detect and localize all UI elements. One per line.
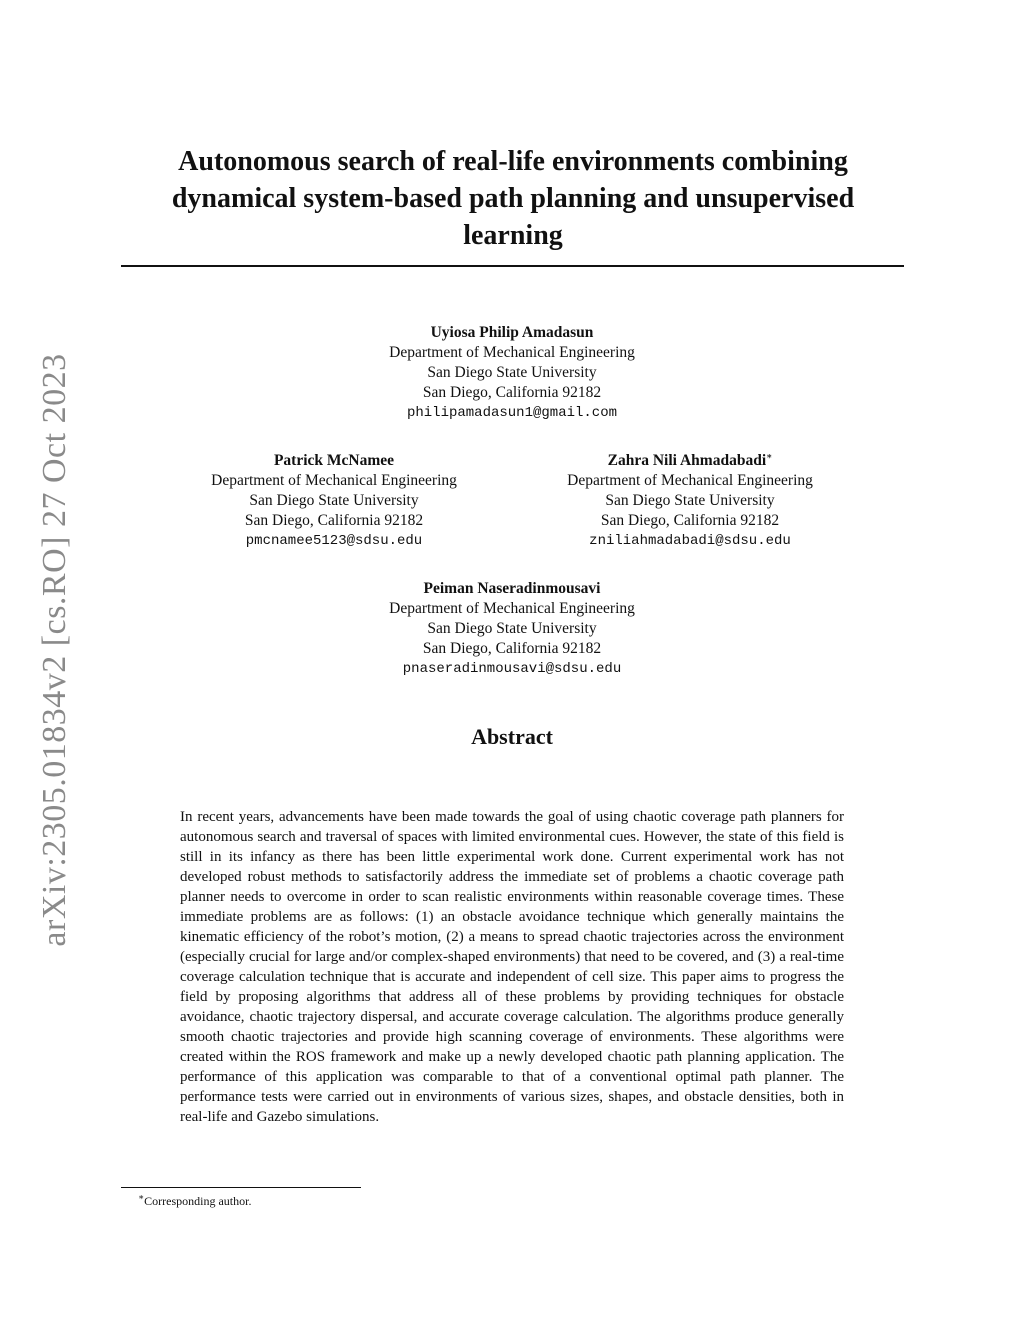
author-university: San Diego State University bbox=[249, 492, 419, 509]
author-department: Department of Mechanical Engineering bbox=[389, 600, 635, 617]
author-name-line bbox=[530, 451, 850, 471]
abstract-heading: Abstract bbox=[471, 724, 553, 749]
author-department: Department of Mechanical Engineering bbox=[567, 472, 813, 489]
author-location: San Diego, California 92182 bbox=[422, 384, 602, 401]
corresponding-mark: ∗ bbox=[766, 450, 773, 461]
author-name: Patrick McNamee bbox=[273, 452, 395, 469]
footnote-mark: ∗ bbox=[138, 1192, 145, 1202]
author-department: Department of Mechanical Engineering bbox=[211, 472, 457, 489]
abstract-text: In recent years, advancements have been made towards the goal of using chaotic coverage path planners for autonomous search and traversal of spaces with limited environmental cues. However, the state of this field is still in its infancy as there has been little experimental work done. Current experimental work has not developed robust methods to satisfactorily address the immediate set of problems a chaotic coverage path planner needs to overcome in order to scan realistic environments within reasonable coverage times. These immediate problems are as follows: (1) an obstacle avoidance technique which generally maintains the kinematic efficiency of the robot’s motion, (2) a means to spread chaotic trajectories across the environment (especially crucial for large and/or complex-shaped environments) that need to be covered, and (3) a real-time coverage calculation technique that is accurate and independent of cell size. This paper aims to progress the field by proposing algorithms that address all of these problems by providing techniques for obstacle avoidance, chaotic trajectory dispersal, and accurate coverage calculation. The algorithms produce generally smooth chaotic trajectories and provide high scanning coverage of environments. These algorithms were created within the ROS framework and make up a newly developed chaotic path planning application. The performance of this application was comparable to that of a conventional optimal path planner. The performance tests were carried out in environments of various sizes, shapes, and obstacle densities, both in real-life and Gazebo simulations. bbox=[180, 809, 844, 1125]
author-block bbox=[352, 579, 672, 679]
title-rule bbox=[121, 265, 904, 267]
footnote-text: Corresponding author. bbox=[144, 1194, 252, 1208]
author-name: Peiman Naseradinmousavi bbox=[423, 580, 601, 597]
author-location: San Diego, California 92182 bbox=[244, 512, 424, 529]
paper-title: Autonomous search of real-life environments combining dynamical system-based path planning and unsupervised learning bbox=[171, 146, 855, 251]
arxiv-identifier: arXiv:2305.01834v2 [cs.RO] 27 Oct 2023 bbox=[36, 353, 73, 947]
author-location: San Diego, California 92182 bbox=[422, 640, 602, 657]
author-name: Zahra Nili Ahmadabadi bbox=[607, 452, 767, 469]
author-university: San Diego State University bbox=[605, 492, 775, 509]
author-email: zniliahmadabadi@sdsu.edu bbox=[589, 533, 791, 549]
author-email: pmcnamee5123@sdsu.edu bbox=[245, 533, 423, 549]
author-department: Department of Mechanical Engineering bbox=[389, 344, 635, 361]
footnote bbox=[138, 1193, 251, 1209]
footnote-rule bbox=[121, 1187, 361, 1188]
author-university: San Diego State University bbox=[427, 364, 597, 381]
author-email: philipamadasun1@gmail.com bbox=[406, 405, 618, 421]
author-block bbox=[352, 323, 672, 423]
author-location: San Diego, California 92182 bbox=[600, 512, 780, 529]
author-name: Uyiosa Philip Amadasun bbox=[430, 324, 594, 341]
author-email: pnaseradinmousavi@sdsu.edu bbox=[402, 661, 622, 677]
author-university: San Diego State University bbox=[427, 620, 597, 637]
author-block bbox=[174, 451, 494, 551]
author-block bbox=[530, 451, 850, 551]
